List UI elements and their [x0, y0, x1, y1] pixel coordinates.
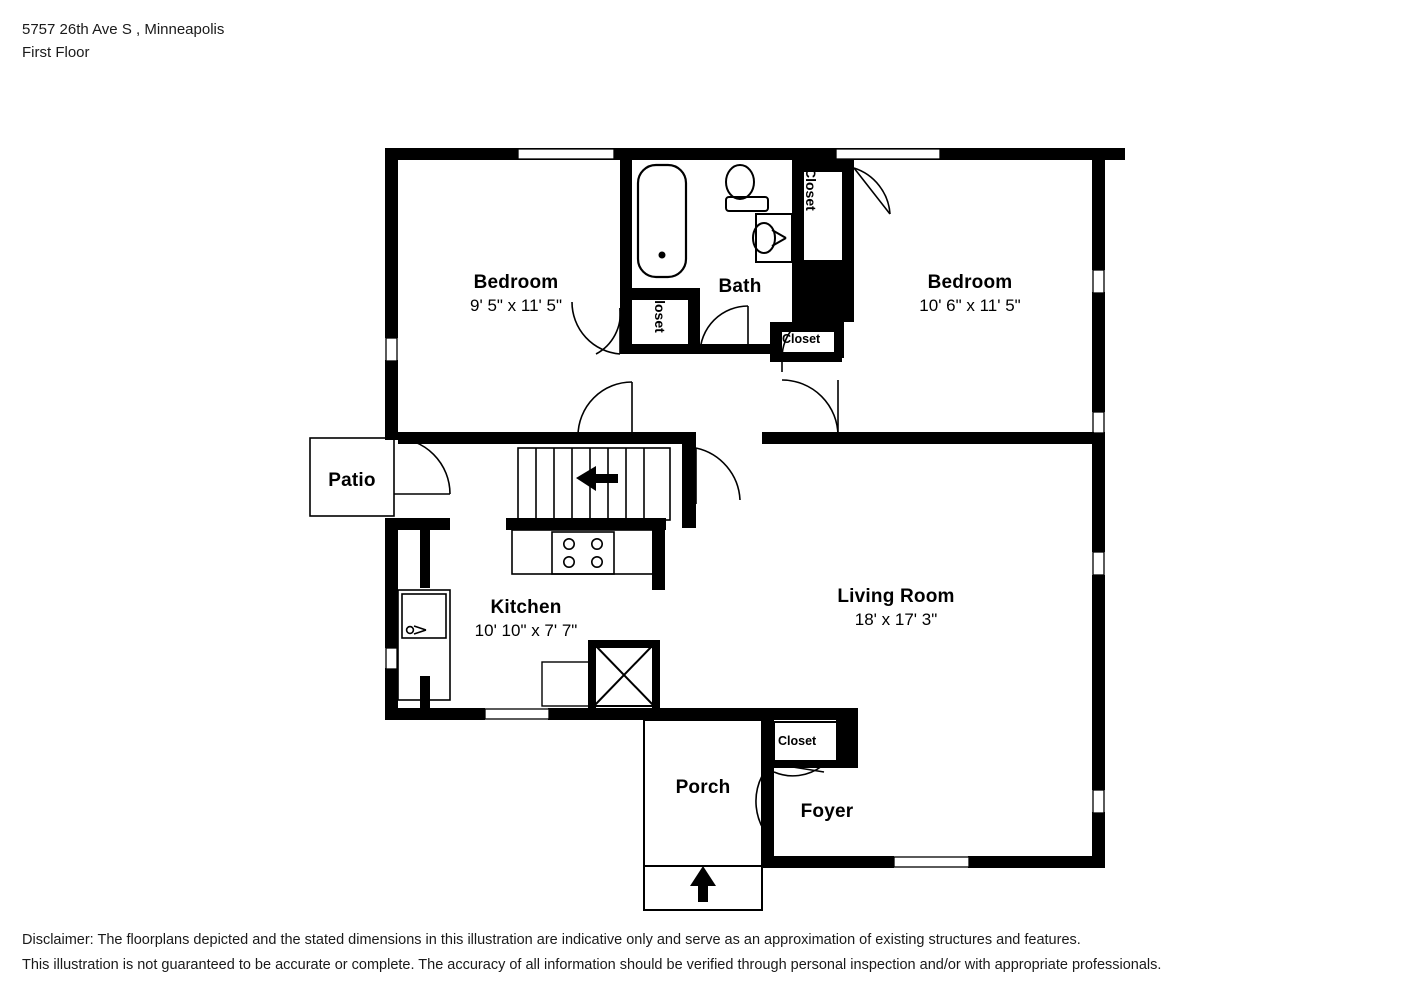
disclaimer-block	[22, 928, 1392, 978]
stairs-direction-arrow	[576, 466, 618, 491]
counter-extension	[542, 662, 594, 706]
closet-label-foyer: Closet	[778, 734, 817, 748]
room-label-bedroom-2: Bedroom 10' 6" x 11' 5"	[919, 272, 1021, 315]
appliance-box	[594, 644, 654, 706]
toilet-fixture	[726, 165, 768, 211]
room-label-porch: Porch	[675, 777, 731, 798]
disclaimer-line-1: Disclaimer: The floorplans depicted and the stated dimensions in this illustration are indicative only and serve as an approximation of existing structures and features.	[22, 932, 1081, 948]
closet-label-bedroom1: Closet	[652, 290, 668, 333]
bathtub-fixture	[638, 165, 686, 277]
floor-label: First Floor	[22, 44, 90, 62]
porch-entry-arrow	[690, 866, 716, 902]
closet-label-bedroom2-top: Closet	[803, 168, 819, 211]
room-label-bedroom-1: Bedroom 9' 5" x 11' 5"	[470, 272, 562, 315]
closet-label-hall: Closet	[782, 332, 821, 346]
disclaimer-line-2: This illustration is not guaranteed to be accurate or complete. The accuracy of all information should be verified through personal inspection and/or with appropriate professionals.	[22, 956, 1162, 973]
room-label-bath: Bath	[718, 276, 762, 297]
interior-walls	[398, 160, 1094, 868]
room-label-foyer: Foyer	[800, 801, 854, 822]
room-label-kitchen: Kitchen 10' 10" x 7' 7"	[474, 597, 578, 640]
room-label-living-room: Living Room 18' x 17' 3"	[837, 586, 955, 629]
property-address: 5757 26th Ave S , Minneapolis	[22, 21, 225, 38]
sink-fixture	[753, 214, 792, 262]
kitchen-counter	[512, 530, 654, 574]
window-openings	[386, 149, 1104, 867]
room-label-patio: Patio	[328, 470, 376, 491]
